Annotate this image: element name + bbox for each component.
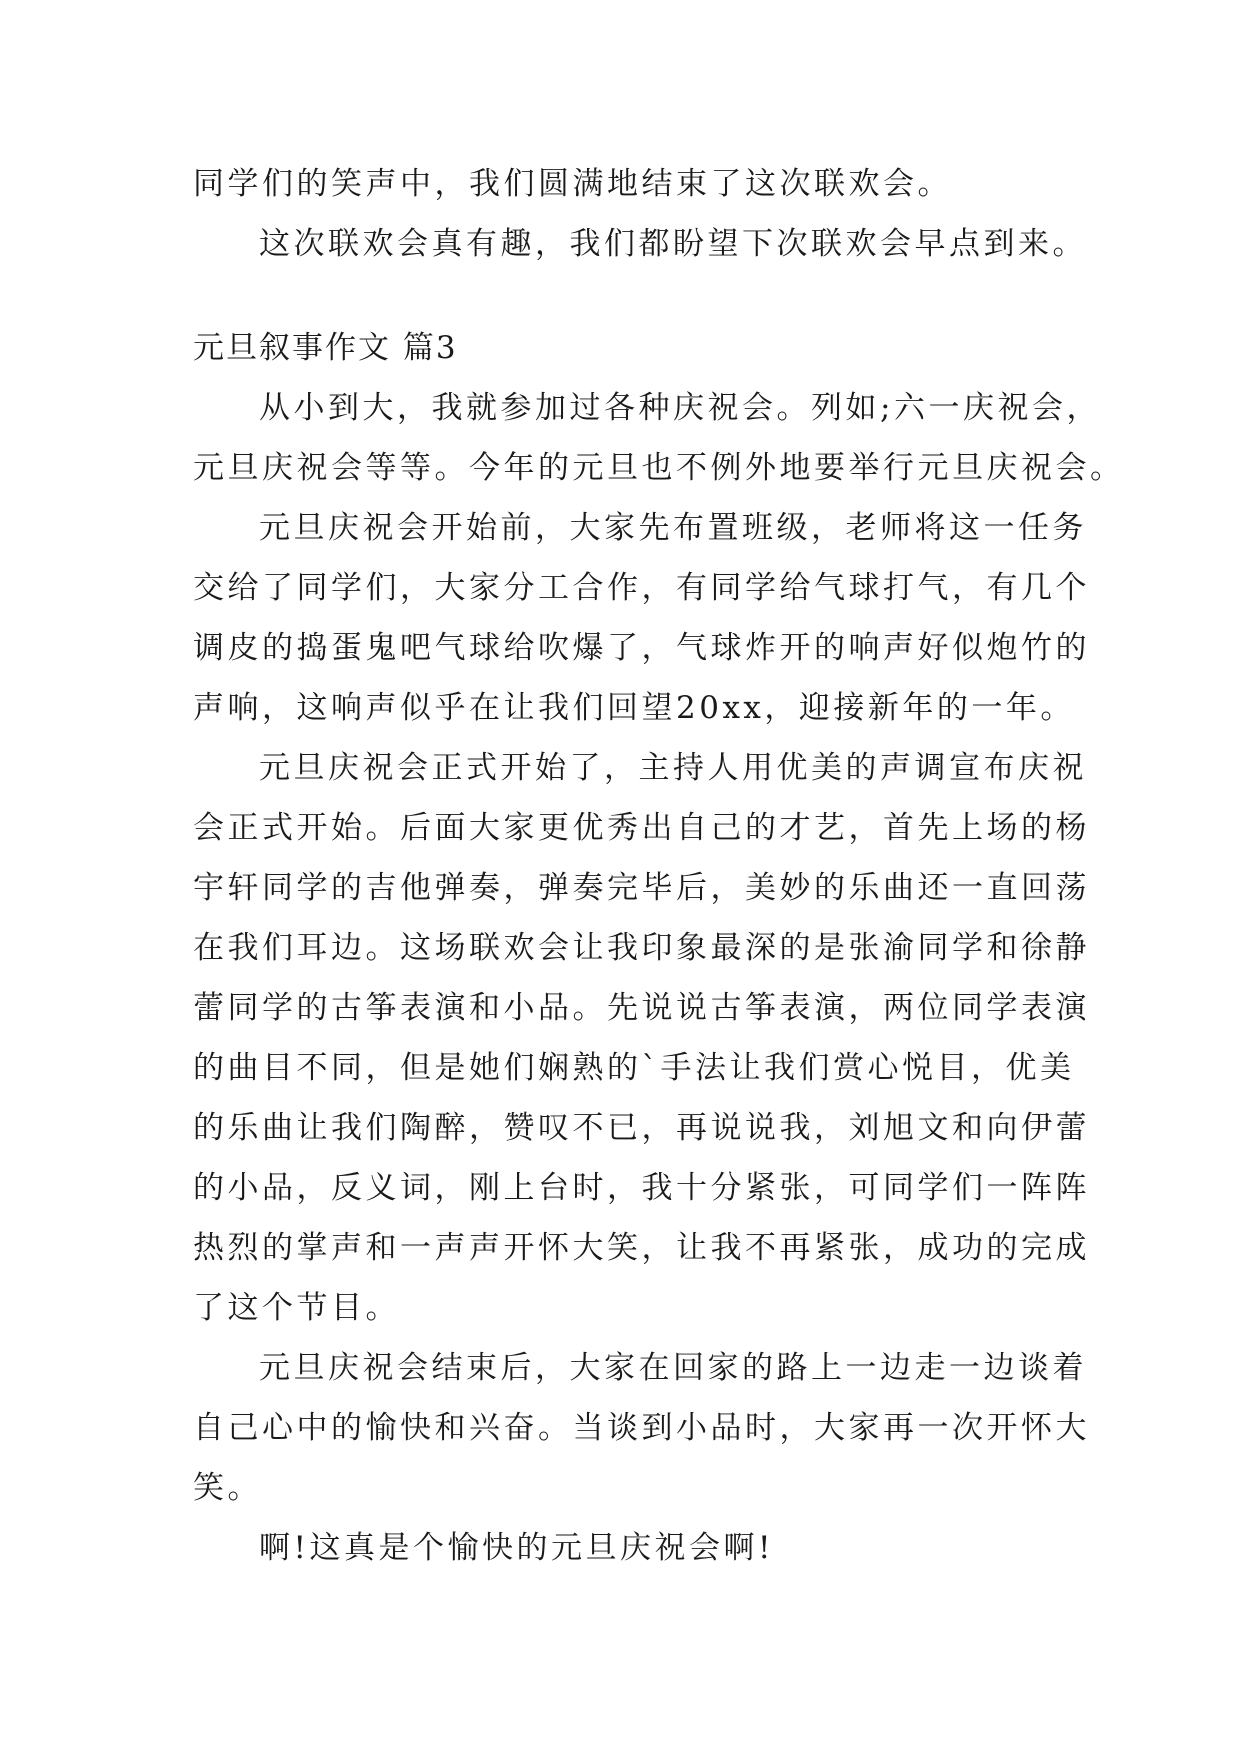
paragraph-1 (193, 378, 1125, 498)
text-line: 笑。 (193, 1470, 262, 1506)
text-line: 热烈的掌声和一声声开怀大笑，让我不再紧张，成功的完成 (193, 1230, 1090, 1266)
text-line: 交给了同学们，大家分工合作，有同学给气球打气，有几个 (193, 570, 1090, 606)
text-line: 的小品，反义词，刚上台时，我十分紧张，可同学们一阵阵 (193, 1170, 1090, 1206)
text-line: 同学们的笑声中，我们圆满地结束了这次联欢会。 (193, 166, 952, 202)
text-line: 的曲目不同，但是她们娴熟的`手法让我们赏心悦目，优美 (193, 1050, 1075, 1086)
text-line: 的乐曲让我们陶醉，赞叹不已，再说说我，刘旭文和向伊蕾 (193, 1110, 1090, 1146)
paragraph-2 (193, 498, 1090, 738)
paragraph-continuation (193, 154, 1053, 214)
text-line: 调皮的捣蛋鬼吧气球给吹爆了，气球炸开的响声好似炮竹的 (193, 630, 1090, 666)
document-body (193, 154, 1125, 1578)
text-line: 从小到大，我就参加过各种庆祝会。列如;六一庆祝会， (259, 390, 1101, 426)
text-line: 元旦庆祝会正式开始了，主持人用优美的声调宣布庆祝 (259, 750, 1087, 786)
paragraph-4 (193, 1338, 1090, 1518)
text-line: 会正式开始。后面大家更优秀出自己的才艺，首先上场的杨 (193, 810, 1090, 846)
text-line: 元旦庆祝会等等。今年的元旦也不例外地要举行元旦庆祝会。 (193, 450, 1125, 486)
text-line: 在我们耳边。这场联欢会让我印象最深的是张渝同学和徐静 (193, 930, 1090, 966)
text-line: 蕾同学的古筝表演和小品。先说说古筝表演，两位同学表演 (193, 990, 1090, 1026)
text-line: 元旦庆祝会结束后，大家在回家的路上一边走一边谈着 (259, 1350, 1087, 1386)
section-heading: 元旦叙事作文 篇3 (193, 330, 458, 366)
text-line: 自己心中的愉快和兴奋。当谈到小品时，大家再一次开怀大 (193, 1410, 1090, 1446)
text-line: 声响，这响声似乎在让我们回望20xx，迎接新年的一年。 (193, 690, 1075, 726)
text-line: 宇轩同学的吉他弹奏，弹奏完毕后，美妙的乐曲还一直回荡 (193, 870, 1090, 906)
text-line: 啊!这真是个愉快的元旦庆祝会啊! (259, 1530, 774, 1566)
text-line: 元旦庆祝会开始前，大家先布置班级，老师将这一任务 (259, 510, 1087, 546)
paragraph-5 (193, 1518, 1053, 1578)
text-line: 这次联欢会真有趣，我们都盼望下次联欢会早点到来。 (259, 226, 1087, 262)
text-line: 了这个节目。 (193, 1290, 400, 1326)
paragraph-3 (193, 738, 1090, 1338)
paragraph-closing (193, 214, 1087, 274)
